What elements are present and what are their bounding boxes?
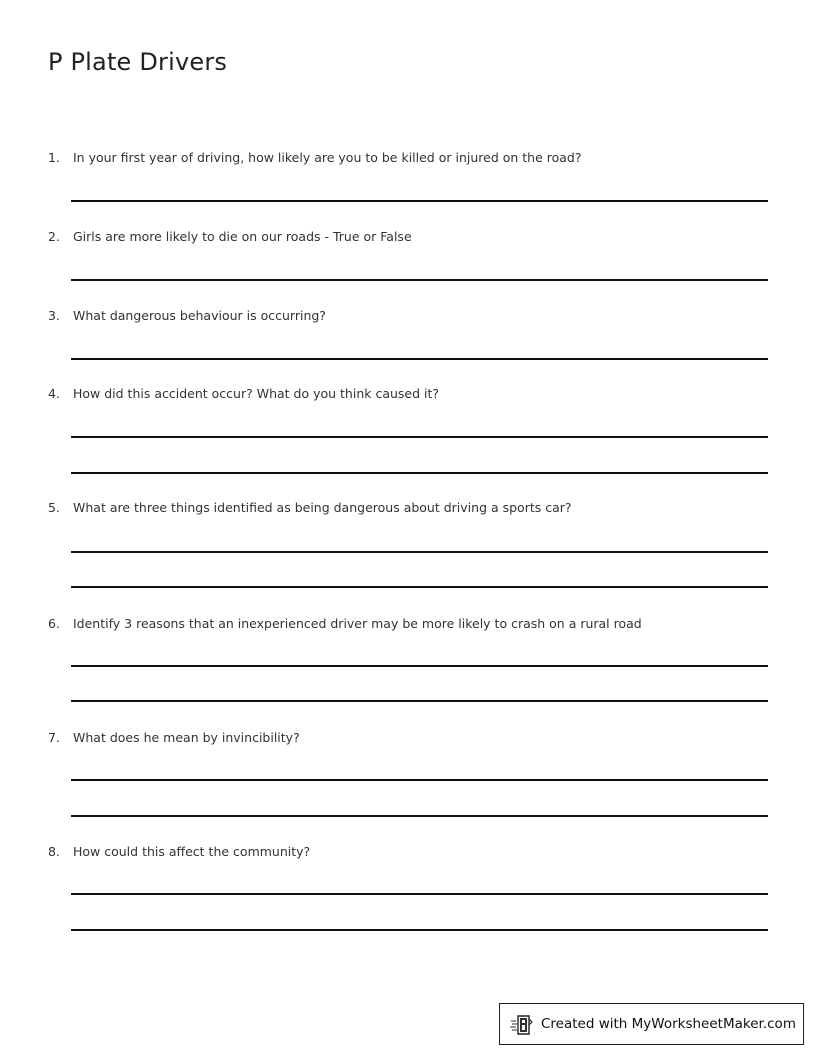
- answer-line[interactable]: [71, 815, 768, 817]
- answer-line[interactable]: [71, 436, 768, 438]
- answer-line[interactable]: [71, 586, 768, 588]
- question-number: 8.: [48, 844, 60, 859]
- question-number: 7.: [48, 730, 60, 745]
- answer-line[interactable]: [71, 779, 768, 781]
- answer-line[interactable]: [71, 929, 768, 931]
- worksheet-maker-logo-icon: [510, 1014, 534, 1036]
- question-text: What are three things identified as being dangerous about driving a sports car?: [73, 500, 572, 515]
- answer-line[interactable]: [71, 472, 768, 474]
- page-title: P Plate Drivers: [48, 48, 228, 76]
- question-number: 6.: [48, 616, 60, 631]
- question-text: How did this accident occur? What do you think caused it?: [73, 386, 440, 401]
- answer-line[interactable]: [71, 200, 768, 202]
- question-text: What dangerous behaviour is occurring?: [73, 308, 326, 323]
- question-text: Girls are more likely to die on our roads - True or False: [73, 229, 412, 244]
- answer-line[interactable]: [71, 700, 768, 702]
- question-text: What does he mean by invincibility?: [73, 730, 300, 745]
- answer-line[interactable]: [71, 665, 768, 667]
- question-text: How could this affect the community?: [73, 844, 311, 859]
- answer-line[interactable]: [71, 279, 768, 281]
- answer-line[interactable]: [71, 551, 768, 553]
- question-text: In your first year of driving, how likely are you to be killed or injured on the road?: [73, 150, 582, 165]
- created-with-badge[interactable]: [499, 1003, 804, 1045]
- question-number: 2.: [48, 229, 60, 244]
- question-number: 4.: [48, 386, 60, 401]
- answer-line[interactable]: [71, 358, 768, 360]
- badge-label: Created with MyWorksheetMaker.com: [541, 1016, 796, 1032]
- question-text: Identify 3 reasons that an inexperienced driver may be more likely to crash on a rural road: [73, 616, 642, 631]
- question-number: 1.: [48, 150, 60, 165]
- question-number: 3.: [48, 308, 60, 323]
- question-number: 5.: [48, 500, 60, 515]
- answer-line[interactable]: [71, 893, 768, 895]
